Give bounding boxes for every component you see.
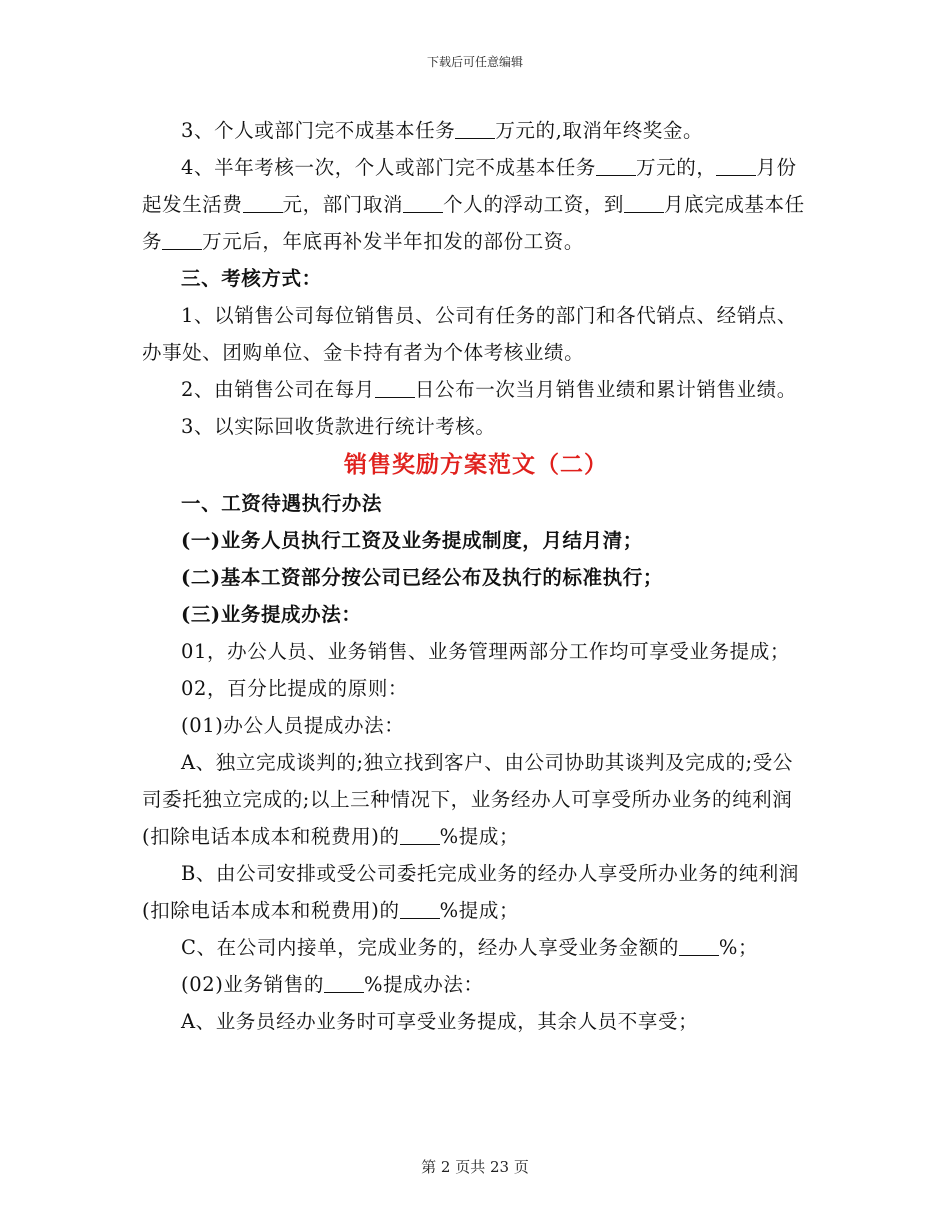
paragraph-01: 01，办公人员、业务销售、业务管理两部分工作均可享受业务提成； — [181, 640, 790, 663]
paragraph-method-2: 2、由销售公司在每月 日公布一次当月销售业绩和累计销售业绩。 — [181, 378, 797, 401]
paragraph-method-3: 3、以实际回收货款进行统计考核。 — [181, 415, 496, 438]
section-heading-assessment-method: 三、考核方式： — [181, 267, 322, 290]
paragraph-item-4: 4、半年考核一次，个人或部门完不成基本任务 万元的， 月份起发生活费 元，部门取消 个人的浮动工资，到 月底完成基本任务 万元后，年底再补发半年扣发的部份工资。 — [142, 156, 805, 253]
blank-line — [679, 935, 719, 956]
item-three: (三)业务提成办法： — [181, 603, 362, 626]
paragraph-sub-01: (01)办公人员提成办法： — [181, 714, 405, 737]
paragraph-02: 02，百分比提成的原则： — [181, 677, 409, 700]
blank-line — [403, 192, 443, 213]
paragraph-method-1: 1、以销售公司每位销售员、公司有任务的部门和各代销点、经销点、办事处、团购单位、金卡持有者为个体考核业绩。 — [142, 304, 798, 364]
item-one: (一)业务人员执行工资及业务提成制度，月结月清； — [181, 529, 643, 552]
page-header: 下载后可任意编辑 — [426, 55, 523, 69]
item-two: (二)基本工资部分按公司已经公布及执行的标准执行； — [181, 566, 663, 589]
blank-line — [400, 824, 440, 845]
blank-line — [716, 155, 756, 176]
blank-line — [243, 192, 283, 213]
paragraph-b: B、由公司安排或受公司委托完成业务的经办人享受所办业务的纯利润(扣除电话本成本和税费用)的 %提成； — [142, 862, 799, 922]
blank-line — [324, 972, 364, 993]
blank-line — [455, 118, 495, 139]
document-body — [142, 112, 810, 1040]
heading-salary-method: 一、工资待遇执行办法 — [181, 492, 383, 515]
section-title: 销售奖励方案范文（二） — [344, 451, 608, 478]
paragraph-c: C、在公司内接单，完成业务的，经办人享受业务金额的 %； — [181, 936, 759, 959]
blank-line — [162, 229, 202, 250]
blank-line — [400, 898, 440, 919]
paragraph-a2: A、业务员经办业务时可享受业务提成，其余人员不享受； — [181, 1010, 699, 1033]
blank-line — [375, 377, 415, 398]
paragraph-sub-02: (02)业务销售的 %提成办法： — [181, 973, 484, 996]
paragraph-a: A、独立完成谈判的;独立找到客户、由公司协助其谈判及完成的;受公司委托独立完成的;以上三种情况下，业务经办人可享受所办业务的纯利润(扣除电话本成本和税费用)的 %提成； — [142, 751, 793, 848]
page-footer: 第 2 页共 23 页 — [421, 1158, 529, 1176]
paragraph-item-3: 3、个人或部门完不成基本任务 万元的,取消年终奖金。 — [181, 119, 704, 142]
blank-line — [624, 192, 664, 213]
blank-line — [596, 155, 636, 176]
